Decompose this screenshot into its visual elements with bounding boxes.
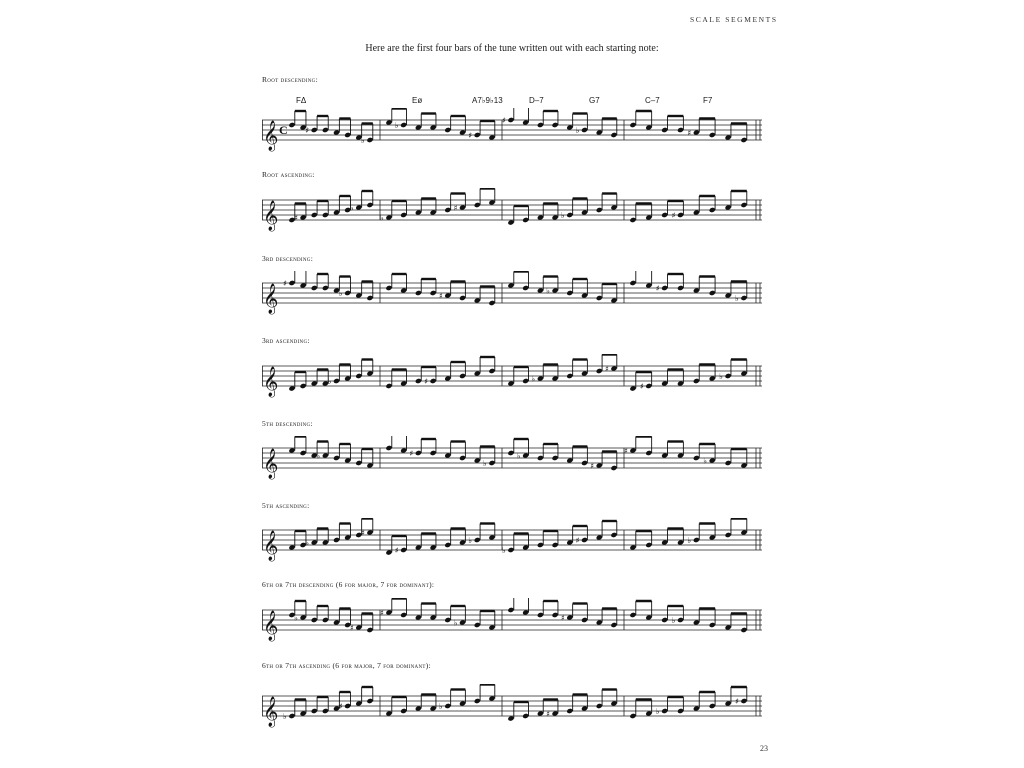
treble-clef-icon: 𝄞 xyxy=(263,367,279,397)
sharp-icon: ♯ xyxy=(361,528,365,538)
section-label-3rd-descending: 3rd descending: xyxy=(262,254,314,263)
music-staff xyxy=(262,518,762,564)
section-label-3rd-ascending: 3rd ascending: xyxy=(262,336,310,345)
chord-symbol: C–7 xyxy=(645,96,660,105)
flat-icon: ♭ xyxy=(468,536,473,545)
sharp-icon: ♯ xyxy=(283,279,287,288)
chord-symbol: Eø xyxy=(412,96,423,105)
flat-icon: ♭ xyxy=(502,546,506,555)
chord-symbol: G7 xyxy=(589,96,600,105)
flat-icon: ♭ xyxy=(719,372,723,381)
chord-symbol: F7 xyxy=(703,96,713,105)
flat-icon: ♭ xyxy=(394,121,399,130)
flat-icon: ♭ xyxy=(687,536,692,545)
sharp-icon: ♯ xyxy=(394,546,399,555)
sharp-icon: ♯ xyxy=(502,116,506,125)
running-head: SCALE SEGMENTS xyxy=(690,15,778,24)
flat-icon: ♭ xyxy=(338,289,343,298)
section-label-6th-7th-descending: 6th or 7th descending (6 for major, 7 for dominant): xyxy=(262,580,435,589)
flat-icon: ♭ xyxy=(316,451,321,461)
section-label-5th-descending: 5th descending: xyxy=(262,419,313,428)
section-label-root-ascending: Root ascending: xyxy=(262,170,315,179)
sharp-icon: ♯ xyxy=(424,377,429,386)
sharp-icon: ♯ xyxy=(735,697,739,706)
music-staff xyxy=(262,436,762,482)
music-staff xyxy=(262,354,762,400)
intro-text: Here are the first four bars of the tune written out with each starting note: xyxy=(365,43,659,54)
flat-icon: ♭ xyxy=(531,374,536,384)
flat-icon: ♭ xyxy=(575,126,580,135)
music-staff xyxy=(262,188,762,234)
treble-clef-icon: 𝄞 xyxy=(263,611,279,641)
sharp-icon: ♯ xyxy=(671,211,676,220)
chord-symbol: D–7 xyxy=(529,96,544,105)
sharp-icon: ♯ xyxy=(639,382,644,391)
flat-icon: ♭ xyxy=(516,451,521,461)
flat-icon: ♭ xyxy=(560,211,565,220)
treble-clef-icon: 𝄞 xyxy=(263,284,279,314)
flat-icon: ♭ xyxy=(438,702,443,711)
flat-icon: ♭ xyxy=(671,616,676,625)
flat-icon: ♭ xyxy=(380,213,384,223)
sharp-icon: ♯ xyxy=(624,446,628,456)
sharp-icon: ♯ xyxy=(655,284,660,293)
flat-icon: ♭ xyxy=(305,538,310,548)
sharp-icon: ♯ xyxy=(294,213,299,223)
sharp-icon: ♯ xyxy=(409,449,414,458)
chord-symbol: FΔ xyxy=(296,96,307,105)
sharp-icon: ♯ xyxy=(590,461,595,471)
flat-icon: ♭ xyxy=(349,203,354,213)
flat-icon: ♭ xyxy=(327,377,332,386)
sharp-icon: ♯ xyxy=(605,364,609,374)
section-label-root-descending: Root descending: xyxy=(262,75,318,84)
section-label-6th-7th-ascending: 6th or 7th ascending (6 for major, 7 for dominant): xyxy=(262,661,431,670)
sharp-icon: ♯ xyxy=(438,291,443,301)
sharp-icon: ♯ xyxy=(305,126,310,135)
sharp-icon: ♯ xyxy=(687,128,692,138)
chord-symbol: A7♭9♭13 xyxy=(472,96,503,105)
sharp-icon: ♯ xyxy=(560,613,565,623)
flat-icon: ♭ xyxy=(655,707,660,716)
sharp-icon: ♯ xyxy=(349,623,354,633)
flat-icon: ♭ xyxy=(546,286,550,296)
music-staff xyxy=(262,108,762,154)
sharp-icon: ♯ xyxy=(453,203,458,213)
treble-clef-icon: 𝄞 xyxy=(263,449,279,479)
flat-icon: ♭ xyxy=(283,712,287,721)
sharp-icon: ♯ xyxy=(338,702,343,711)
flat-icon: ♭ xyxy=(703,456,708,466)
time-signature: C xyxy=(279,123,288,137)
sharp-icon: ♯ xyxy=(380,608,384,618)
treble-clef-icon: 𝄞 xyxy=(263,201,279,231)
music-staff xyxy=(262,684,762,730)
flat-icon: ♭ xyxy=(735,294,739,303)
section-label-5th-ascending: 5th ascending: xyxy=(262,501,310,510)
treble-clef-icon: 𝄞 xyxy=(263,121,279,151)
sharp-icon: ♯ xyxy=(546,709,551,719)
sharp-icon: ♯ xyxy=(468,131,473,140)
treble-clef-icon: 𝄞 xyxy=(263,697,279,727)
sharp-icon: ♯ xyxy=(575,536,580,545)
treble-clef-icon: 𝄞 xyxy=(263,531,279,561)
page-number: 23 xyxy=(760,744,768,753)
flat-icon: ♭ xyxy=(453,618,458,628)
flat-icon: ♭ xyxy=(483,459,487,468)
flat-icon: ♭ xyxy=(361,136,365,145)
flat-icon: ♭ xyxy=(294,613,298,623)
music-staff xyxy=(262,271,762,317)
music-staff xyxy=(262,598,762,644)
